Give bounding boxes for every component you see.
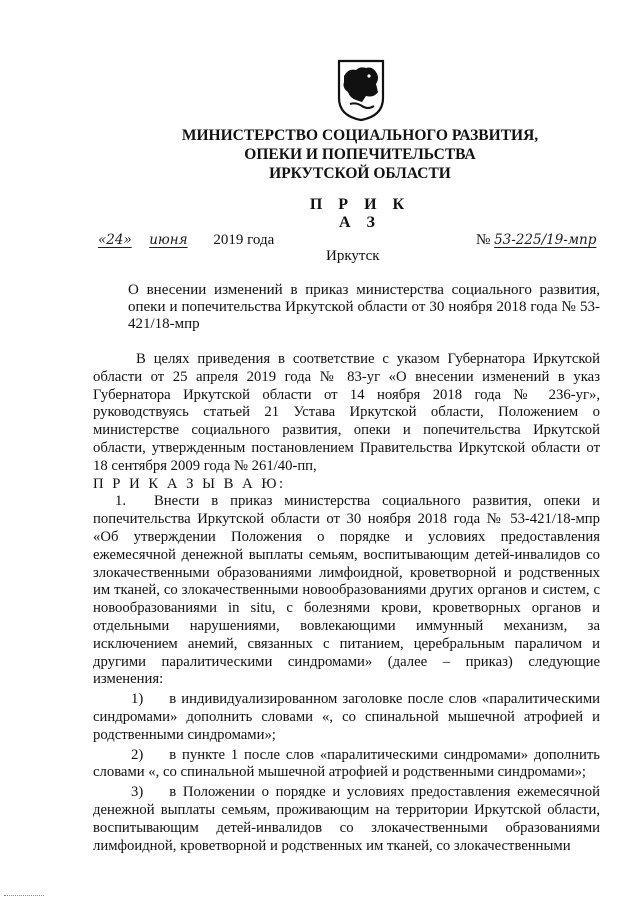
footer-rule <box>4 895 44 896</box>
subitem-2 <box>93 747 600 783</box>
document-date <box>98 232 274 249</box>
subitem-2-number: 2) <box>131 746 144 763</box>
subitem-1 <box>93 691 600 744</box>
number-label: № <box>476 232 491 248</box>
date-month: июня <box>149 232 188 248</box>
coat-of-arms-icon <box>336 58 386 122</box>
item-1-text: Внести в приказ министерства социального развития, опеки и попечительства Иркутской области от 30 ноября 2018 года № 53-421/18-мпр «Об утверждении Положения о порядке и условиях предоставления ежемесячной денежной выплаты семьям, воспитывающим детей-инвалидов со злокачественными образованиями лимфоидной, кроветворной и родственных им тканей, со злокачественными новообразованиями других органов и систем, с новообразованиями in situ, с болезнями крови, кроветворных органов и отдельными нарушениями, вовлекающими иммунный механизм, за исключением анемий, связанных с питанием, церебральным параличом и другими паралитическими синдромами» (далее – приказ) следующие изменения: <box>93 493 600 688</box>
subitem-1-number: 1) <box>131 691 144 708</box>
document-type: П Р И К А З <box>309 196 411 231</box>
document-body <box>93 351 600 855</box>
item-1-number: 1. <box>115 493 127 510</box>
number-value: 53-225/19-мпр <box>494 232 597 248</box>
preamble: В целях приведения в соответствие с указом Губернатора Иркутской области от 25 апреля 2019 года № 83-уг «О внесении изменений в указ Губернатора Иркутской области от 14 ноября 2018 года № 236-уг», руководствуясь статьей 21 Устава Иркутской области, Положением о министерстве социального развития, опеки и попечительства Иркутской области, утвержденным постановлением Правительства Иркутской области от 18 сентября 2009 года № 261/40-пп, <box>93 351 600 474</box>
subitem-3-text: в Положении о порядке и условиях предоставления ежемесячной денежной выплаты семьям, проживающим на территории Иркутской области, воспитывающим детей-инвалидов со злокачественными образованиями лимфоидной, кроветворной и родственных им тканей, со злокачественными <box>93 784 600 854</box>
date-year: 2019 года <box>213 232 275 248</box>
city: Иркутск <box>326 248 380 264</box>
ministry-line: МИНИСТЕРСТВО СОЦИАЛЬНОГО РАЗВИТИЯ, <box>181 127 539 144</box>
subitem-3 <box>93 784 600 855</box>
subitem-2-text: в пункте 1 после слов «паралитическими синдромами» дополнить словами «, со спинальной мышечной атрофией и родственными синдромами»; <box>93 746 600 781</box>
ministry-line: ОПЕКИ И ПОПЕЧИТЕЛЬСТВА <box>244 146 476 163</box>
ministry-line: ИРКУТСКОЙ ОБЛАСТИ <box>269 165 451 182</box>
order-word: П Р И К А З Ы В А Ю: <box>93 475 286 492</box>
subitem-1-text: в индивидуализированном заголовке после слов «паралитическими синдромами» дополнить словами «, со спинальной мышечной атрофией и родственными синдромами»; <box>93 691 600 743</box>
subitem-3-number: 3) <box>131 784 144 801</box>
document-number <box>476 232 596 249</box>
date-day: «24» <box>98 232 132 248</box>
document-subject: О внесении изменений в приказ министерства социального развития, опеки и попечительства Иркутской области от 30 ноября 2018 года № 53-421/18-мпр <box>128 282 600 332</box>
ministry-name <box>120 126 600 183</box>
item-1 <box>93 493 600 689</box>
